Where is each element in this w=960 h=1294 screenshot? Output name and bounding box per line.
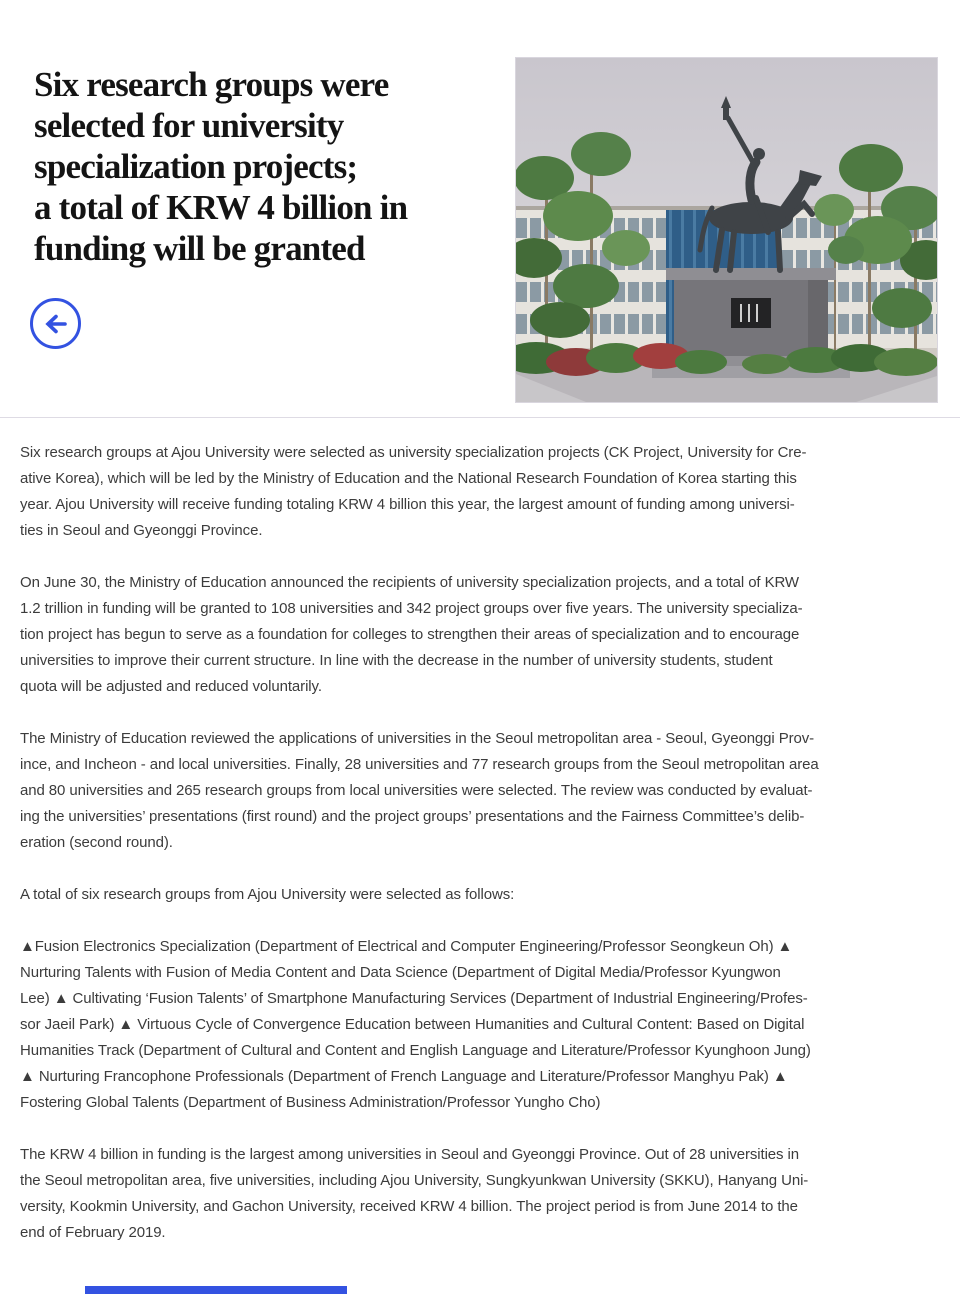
text-line: universities to improve their current structure. In line with the decrease in the number of university students, student [20,652,773,669]
paragraph [20,440,946,544]
text-line: specialization projects; [34,147,358,186]
text-line: Nurturing Talents with Fusion of Media Content and Data Science (Department of Digital Media/Professor Kyungwon [20,964,781,981]
section-divider [0,417,960,418]
paragraph [20,882,946,908]
text-line: sor Jaeil Park) ▲ Virtuous Cycle of Convergence Education between Humanities and Cultural Content: Based on Digital [20,1016,805,1033]
text-line: ▲Fusion Electronics Specialization (Department of Electrical and Computer Engineering/Professor Seongkeun Oh) ▲ [20,938,793,955]
back-button[interactable] [30,298,81,349]
campus-statue-image [516,58,937,402]
text-line: ties in Seoul and Gyeonggi Province. [20,522,263,539]
hero-photo [515,57,938,403]
text-line: A total of six research groups from Ajou University were selected as follows: [20,886,515,903]
text-line: 1.2 trillion in funding will be granted to 108 universities and 342 project groups over five years. The university specializa- [20,600,803,617]
text-line: selected for university [34,106,344,145]
arrow-left-icon [42,310,70,338]
text-line: Fostering Global Talents (Department of Business Administration/Professor Yungho Cho) [20,1094,601,1111]
article-body [20,440,946,1272]
paragraph [20,570,946,700]
paragraph [20,934,946,1116]
text-line: On June 30, the Ministry of Education announced the recipients of university specialization projects, and a total of KRW [20,574,799,591]
text-line: and 80 universities and 265 research groups from local universities were selected. The review was conducted by evaluat- [20,782,813,799]
text-line: Humanities Track (Department of Cultural and Content and English Language and Literature/Professor Kyunghoon Jung) [20,1042,811,1059]
text-line: ing the universities’ presentations (first round) and the project groups’ presentations and the Fairness Committee’s delib- [20,808,805,825]
text-line: a total of KRW 4 billion in [34,188,408,227]
text-line: ative Korea), which will be led by the Ministry of Education and the National Research Foundation of Korea starting this [20,470,797,487]
text-line: eration (second round). [20,834,173,851]
paragraph [20,726,946,856]
text-line: end of February 2019. [20,1224,166,1241]
text-line: versity, Kookmin University, and Gachon University, received KRW 4 billion. The project period is from June 2014 to the [20,1198,798,1215]
text-line: the Seoul metropolitan area, five universities, including Ajou University, Sungkyunkwan University (SKKU), Hanyang Uni- [20,1172,809,1189]
text-line: quota will be adjusted and reduced voluntarily. [20,678,322,695]
paragraph [20,1142,946,1246]
text-line: Six research groups at Ajou University were selected as university specialization projects (CK Project, University for Cre- [20,444,807,461]
text-line: funding will be granted [34,229,365,268]
text-line: Lee) ▲ Cultivating ‘Fusion Talents’ of Smartphone Manufacturing Services (Department of Industrial Engineering/Profes- [20,990,808,1007]
text-line: The KRW 4 billion in funding is the largest among universities in Seoul and Gyeonggi Province. Out of 28 universities in [20,1146,799,1163]
text-line: tion project has begun to serve as a foundation for colleges to strengthen their areas of specialization and to encourage [20,626,800,643]
text-line: year. Ajou University will receive funding totaling KRW 4 billion this year, the largest amount of funding among universi- [20,496,795,513]
text-line: ince, and Incheon - and local universities. Finally, 28 universities and 77 research groups from the Seoul metropolitan area [20,756,819,773]
text-line: ▲ Nurturing Francophone Professionals (Department of French Language and Literature/Professor Manghyu Pak) ▲ [20,1068,788,1085]
text-line: The Ministry of Education reviewed the applications of universities in the Seoul metropolitan area - Seoul, Gyeonggi Prov- [20,730,815,747]
text-line: Six research groups were [34,65,389,104]
bottom-cutoff-bar[interactable] [85,1286,347,1294]
page-title [34,64,407,269]
